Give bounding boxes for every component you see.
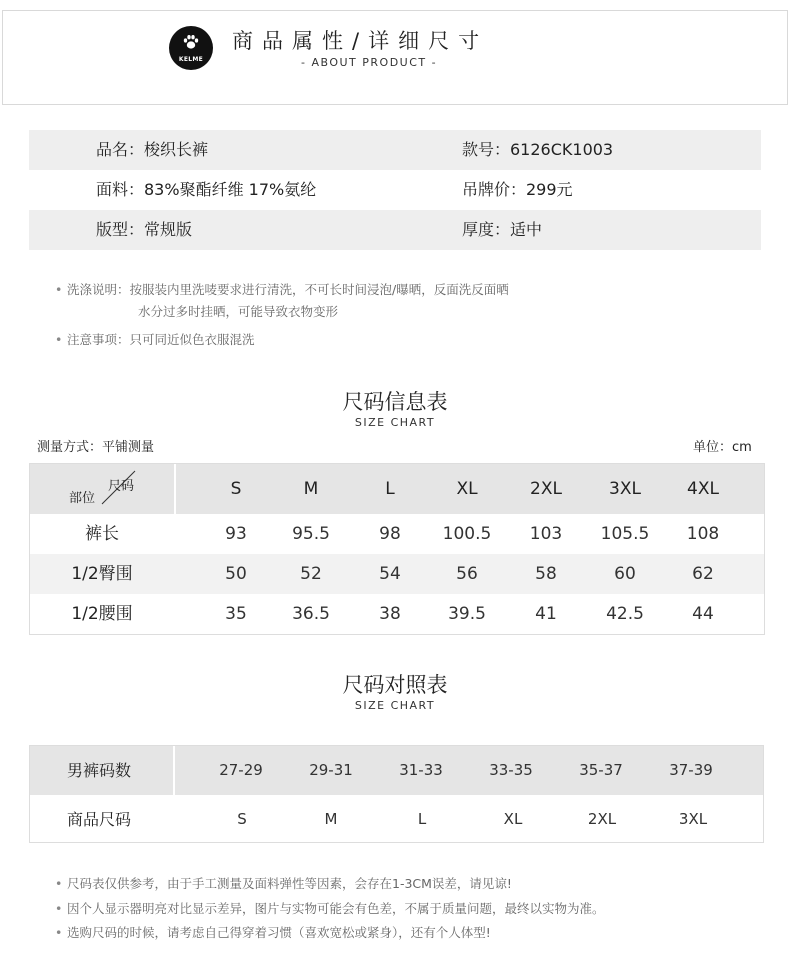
- corner-part-label: 部位: [69, 491, 96, 506]
- brand-logo: [169, 26, 213, 70]
- table-cell: 62: [692, 564, 714, 584]
- table-cell: 56: [456, 564, 478, 584]
- wash-instructions: [55, 279, 509, 319]
- corner-size-label: 尺码: [108, 479, 135, 494]
- tag-price: 吊牌价：299元: [462, 180, 573, 199]
- size-col-header: S: [230, 479, 242, 499]
- tip-text: 尺码表仅供参考，由于手工测量及面料弹性等因素，会存在1-3CM误差，请见谅!: [67, 876, 512, 891]
- logo-wordmark: KELME: [178, 56, 204, 63]
- table-cell: 50: [225, 564, 247, 584]
- row-label: 1/2腰围: [71, 604, 133, 624]
- reference-chart-subtitle: SIZE CHART: [354, 699, 436, 712]
- tip-item: [55, 874, 512, 892]
- size-col-header: L: [385, 479, 395, 499]
- table-cell: 54: [379, 564, 401, 584]
- table-cell: 38: [379, 604, 401, 624]
- table-cell: 37-39: [669, 761, 713, 779]
- caution-note: [55, 329, 255, 351]
- row-label: 1/2臀围: [71, 564, 133, 584]
- wash-text-continued: 水分过多时挂晒，可能导致衣物变形: [138, 304, 339, 319]
- size-col-header: 3XL: [609, 479, 641, 499]
- table-cell: 52: [300, 564, 322, 584]
- column-divider: [173, 746, 175, 795]
- bullet-icon: •: [55, 876, 63, 891]
- unit-label: 单位：cm: [693, 440, 752, 455]
- thickness: 厚度：适中: [462, 220, 543, 239]
- table-cell: 2XL: [587, 810, 617, 828]
- bullet-icon: •: [55, 282, 63, 297]
- caution-text: 只可同近似色衣服混洗: [129, 332, 255, 347]
- reference-table: [29, 745, 764, 843]
- column-divider: [174, 464, 176, 514]
- diagonal-line: [30, 464, 174, 514]
- table-row: [30, 554, 764, 594]
- tip-text: 选购尺码的时候，请考虑自己得穿着习惯（喜欢宽松或紧身），还有个人体型!: [67, 925, 491, 940]
- reference-size-row: [30, 795, 763, 844]
- table-cell: 31-33: [399, 761, 443, 779]
- table-cell: 93: [225, 524, 247, 544]
- bullet-icon: •: [55, 332, 63, 347]
- table-cell: 95.5: [292, 524, 330, 544]
- table-row: [30, 514, 764, 554]
- table-cell: 44: [692, 604, 714, 624]
- table-cell: 60: [614, 564, 636, 584]
- caution-label: 注意事项：: [67, 332, 130, 347]
- style-number: 款号：6126CK1003: [462, 140, 614, 159]
- tip-text: 因个人显示器明亮对比显示差异，图片与实物可能会有色差，不属于质量问题，最终以实物为准。: [67, 901, 605, 916]
- attribute-row: [29, 170, 761, 210]
- table-cell: S: [237, 810, 247, 828]
- table-cell: 29-31: [309, 761, 353, 779]
- reference-chart-title: 尺码对照表: [342, 673, 448, 697]
- table-cell: 33-35: [489, 761, 533, 779]
- size-col-header: 4XL: [687, 479, 719, 499]
- row-label: 商品尺码: [66, 810, 131, 829]
- size-table: [29, 463, 765, 635]
- table-cell: 39.5: [448, 604, 486, 624]
- page-title: 商品属性/详细尺寸: [232, 29, 489, 53]
- wash-text: 按服装内里洗唛要求进行清洗，不可长时间浸泡/曝晒，反面洗反面晒: [129, 282, 509, 297]
- table-cell: 105.5: [600, 524, 650, 544]
- table-cell: 98: [379, 524, 401, 544]
- attribute-row: [29, 130, 761, 170]
- reference-header-row: [30, 746, 763, 795]
- size-chart-subtitle: SIZE CHART: [354, 416, 436, 429]
- table-cell: 108: [686, 524, 720, 544]
- table-cell: 58: [535, 564, 557, 584]
- table-cell: 35-37: [579, 761, 623, 779]
- table-cell: 27-29: [219, 761, 263, 779]
- table-cell: M: [324, 810, 338, 828]
- paw-icon: [182, 33, 200, 51]
- table-cell: L: [417, 810, 427, 828]
- table-cell: 36.5: [292, 604, 330, 624]
- fabric: 面料：83%聚酯纤维 17%氨纶: [96, 180, 317, 199]
- table-cell: 41: [535, 604, 557, 624]
- measure-method: 测量方式：平铺测量: [37, 440, 155, 455]
- page-subtitle: - ABOUT PRODUCT -: [301, 56, 438, 69]
- size-col-header: XL: [456, 479, 478, 499]
- table-cell: 103: [529, 524, 563, 544]
- size-col-header: 2XL: [530, 479, 562, 499]
- row-label: 男裤码数: [66, 761, 131, 780]
- attribute-row: [29, 210, 761, 250]
- bullet-icon: •: [55, 901, 63, 916]
- table-cell: 42.5: [606, 604, 644, 624]
- table-cell: 3XL: [678, 810, 708, 828]
- wash-label: 洗涤说明：: [67, 282, 130, 297]
- fit-type: 版型：常规版: [96, 220, 193, 239]
- size-table-header: [30, 464, 764, 514]
- table-cell: 100.5: [442, 524, 492, 544]
- size-chart-title: 尺码信息表: [342, 390, 448, 414]
- size-col-header: M: [303, 479, 319, 499]
- table-cell: 35: [225, 604, 247, 624]
- tip-item: [55, 899, 605, 917]
- row-label: 裤长: [85, 524, 119, 544]
- tip-item: [55, 923, 491, 941]
- table-cell: XL: [503, 810, 523, 828]
- product-name: 品名：梭织长裤: [96, 140, 209, 159]
- corner-cell: [30, 464, 174, 514]
- table-row: [30, 594, 764, 634]
- bullet-icon: •: [55, 925, 63, 940]
